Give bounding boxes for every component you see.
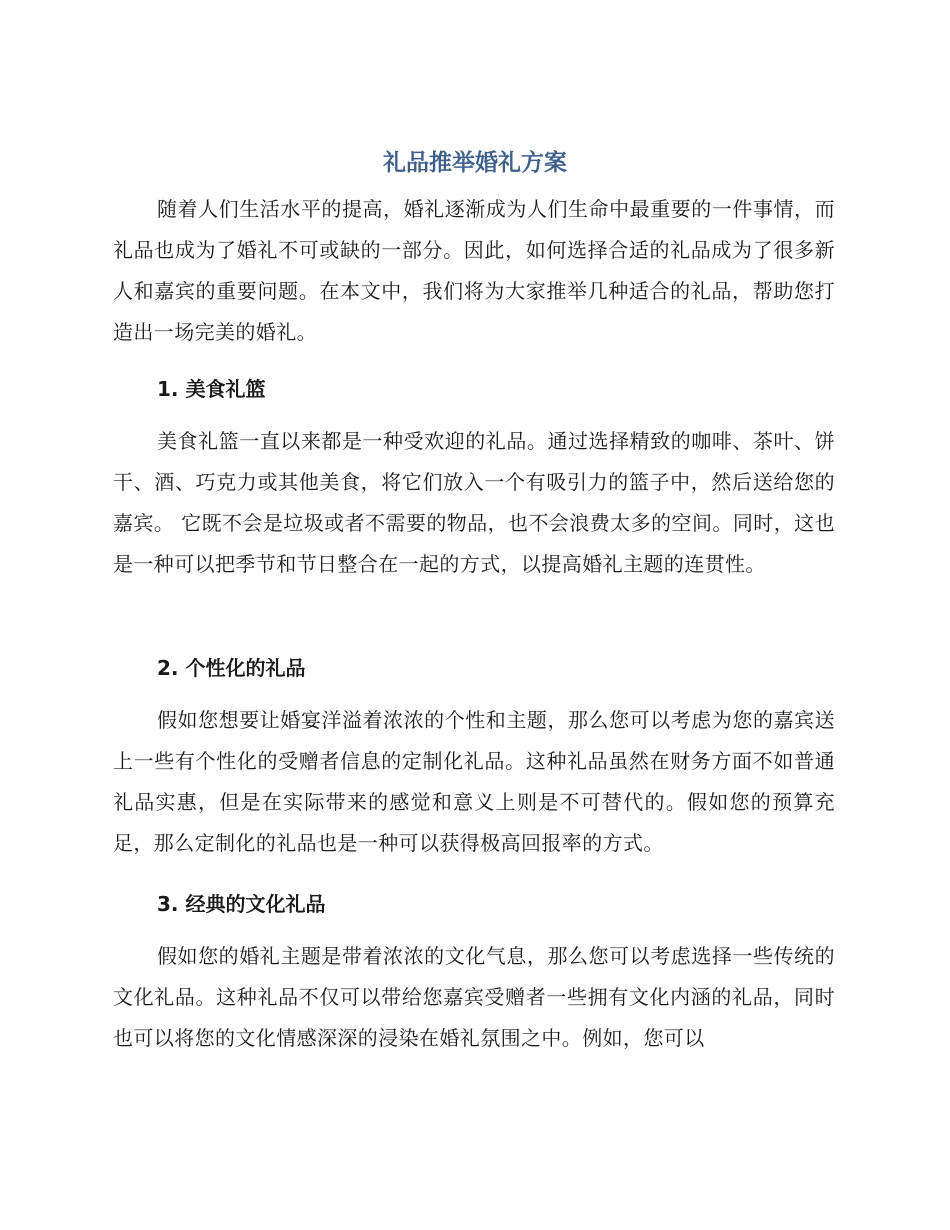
section-body-2: 假如您想要让婚宴洋溢着浓浓的个性和主题，那么您可以考虑为您的嘉宾送上一些有个性化的受赠者信息的定制化礼品。这种礼品虽然在财务方面不如普通礼品实惠，但是在实际带来的感觉和意义上则是不可替代的。假如您的预算充足，那么定制化的礼品也是一种可以获得极高回报率的方式。: [113, 708, 835, 855]
document-title: 礼品推举婚礼方案: [383, 150, 567, 176]
section-heading-1: 1. 美食礼篮: [157, 377, 266, 401]
section-heading-3: 3. 经典的文化礼品: [157, 892, 326, 916]
section-heading-2: 2. 个性化的礼品: [157, 656, 306, 680]
intro-paragraph: 随着人们生活水平的提高，婚礼逐渐成为人们生命中最重要的一件事情，而礼品也成为了婚礼不可或缺的一部分。因此，如何选择合适的礼品成为了很多新人和嘉宾的重要问题。在本文中，我们将为大家推举几种适合的礼品，帮助您打造出一场完美的婚礼。: [113, 197, 835, 344]
section-body-1: 美食礼篮一直以来都是一种受欢迎的礼品。通过选择精致的咖啡、茶叶、饼干、酒、巧克力或其他美食，将它们放入一个有吸引力的篮子中，然后送给您的嘉宾。 它既不会是垃圾或者不需要的物品，也不会浪费太多的空间。同时，这也是一种可以把季节和节日整合在一起的方式，以提高婚礼主题的连贯性。: [113, 429, 835, 576]
section-body-3: 假如您的婚礼主题是带着浓浓的文化气息，那么您可以考虑选择一些传统的文化礼品。这种礼品不仅可以带给您嘉宾受赠者一些拥有文化内涵的礼品，同时也可以将您的文化情感深深的浸染在婚礼氛围之中。例如，您可以: [113, 944, 835, 1050]
